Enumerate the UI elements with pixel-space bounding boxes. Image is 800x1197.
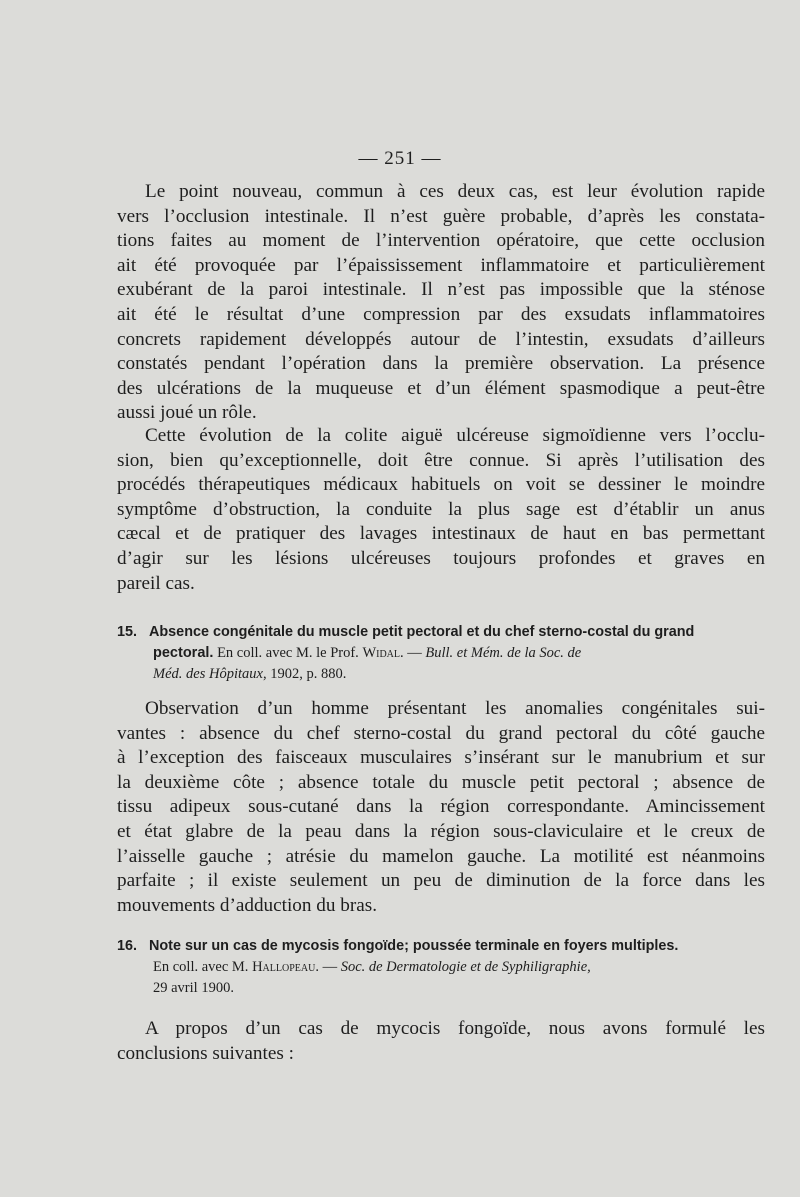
text-line: ait été provoquée par l’épaississement inflammatoire et particulièrement bbox=[117, 254, 765, 276]
text-line: et état glabre de la peau dans la région sous-claviculaire et le creux de bbox=[117, 820, 765, 842]
paragraph-conclusions bbox=[117, 1017, 765, 1066]
text-line: symptôme d’obstruction, la conduite la plus sage est d’établir un anus bbox=[117, 498, 765, 520]
bibliography-entry-15 bbox=[117, 622, 767, 685]
page-number: — 251 — bbox=[358, 148, 442, 169]
text-line: tissu adipeux sous-cutané dans la région correspondante. Amincissement bbox=[117, 796, 765, 818]
text-line: vers l’occlusion intestinale. Il n’est guère probable, d’après les constata- bbox=[117, 205, 765, 227]
text-line: A propos d’un cas de mycocis fongoïde, nous avons formulé les bbox=[145, 1018, 765, 1039]
text-line: Cette évolution de la colite aiguë ulcéreuse sigmoïdienne vers l’occlu- bbox=[145, 425, 765, 446]
paragraph-observation bbox=[117, 697, 765, 918]
entry-collaboration: En coll. avec M. le Prof. bbox=[213, 645, 363, 661]
entry-title: Absence congénitale du muscle petit pectoral et du chef sterno-costal du grand bbox=[149, 624, 695, 640]
text-line: cæcal et de pratiquer des lavages intestinaux de haut en bas permettant bbox=[117, 523, 765, 545]
text-line: pareil cas. bbox=[117, 572, 195, 594]
text-line: constatés pendant l’opération dans la première observation. La présence bbox=[117, 353, 765, 375]
entry-author: Hallopeau bbox=[252, 959, 316, 975]
entry-journal-continued: Méd. des Hôpitaux bbox=[153, 666, 263, 682]
paragraph-evolution bbox=[117, 180, 765, 426]
entry-author: Widal bbox=[362, 645, 401, 661]
text-line: ait été le résultat d’une compression par des exsudats inflammatoires bbox=[117, 303, 765, 325]
text-line: à l’exception des faisceaux musculaires s’insérant sur le manubrium et sur bbox=[117, 747, 765, 769]
text-line: tions faites au moment de l’intervention opératoire, que cette occlusion bbox=[117, 230, 765, 252]
entry-details: , 1902, p. 880. bbox=[262, 666, 347, 682]
text-line: l’aisselle gauche ; atrésie du mamelon gauche. La motilité est néanmoins bbox=[117, 845, 765, 867]
entry-journal: Bull. et Mém. de la Soc. de bbox=[425, 645, 582, 661]
text-line: conclusions suivantes : bbox=[117, 1042, 294, 1064]
text-line: sion, bien qu’exceptionnelle, doit être connue. Si après l’utilisation des bbox=[117, 449, 765, 471]
entry-number: 15. bbox=[117, 624, 138, 640]
text-line: parfaite ; il existe seulement un peu de diminution de la force dans les bbox=[117, 870, 765, 892]
text-line: Le point nouveau, commun à ces deux cas, est leur évolution rapide bbox=[145, 181, 765, 202]
text-line: Observation d’un homme présentant les anomalies congénitales sui- bbox=[145, 698, 765, 719]
bibliography-entry-16 bbox=[117, 936, 767, 999]
text-line: mouvements d’adduction du bras. bbox=[117, 894, 378, 916]
text-line: des ulcérations de la muqueuse et d’un élément spasmodique a peut-être bbox=[117, 377, 765, 399]
text-line: procédés thérapeutiques médicaux habituels on voit se dessiner le moindre bbox=[117, 474, 765, 496]
entry-title: Note sur un cas de mycosis fongoïde; poussée terminale en foyers multiples. bbox=[149, 938, 679, 954]
text-line: concrets rapidement développés autour de l’intestin, exsudats d’ailleurs bbox=[117, 328, 765, 350]
text-line: d’agir sur les lésions ulcéreuses toujours profondes et graves en bbox=[117, 547, 765, 569]
entry-dash: . — bbox=[315, 959, 341, 975]
entry-collaboration: En coll. avec M. bbox=[153, 959, 253, 975]
entry-journal: Soc. de Dermatologie et de Syphiligraphie, bbox=[340, 959, 591, 975]
text-line: exubérant de la paroi intestinale. Il n’est pas impossible que la sténose bbox=[117, 279, 765, 301]
text-line: vantes : absence du chef sterno-costal du grand pectoral du côté gauche bbox=[117, 722, 765, 744]
paragraph-occlusion bbox=[117, 424, 765, 596]
entry-number: 16. bbox=[117, 938, 138, 954]
entry-date: 29 avril 1900. bbox=[153, 980, 234, 996]
text-line: aussi joué un rôle. bbox=[117, 402, 257, 424]
text-line: la deuxième côte ; absence totale du muscle petit pectoral ; absence de bbox=[117, 771, 765, 793]
entry-title-continued: pectoral. bbox=[153, 645, 214, 661]
entry-dash: . — bbox=[400, 645, 426, 661]
